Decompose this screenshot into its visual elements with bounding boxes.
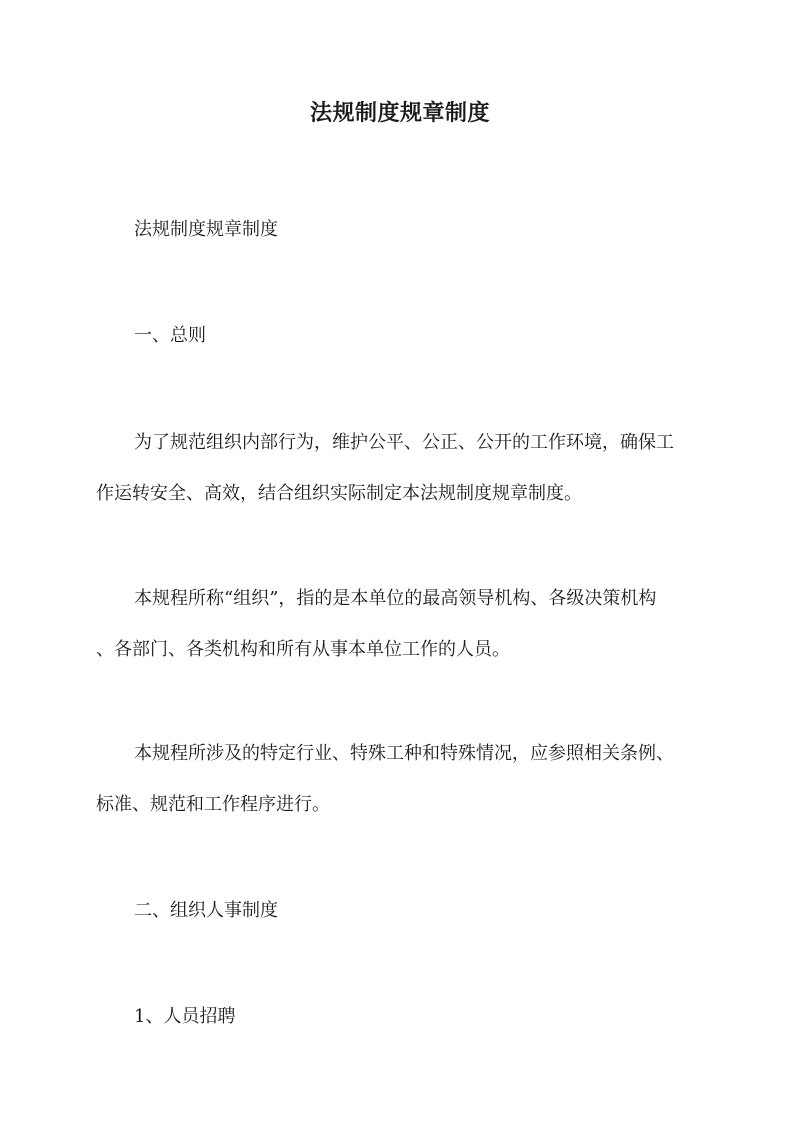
paragraph-line: 标准、规范和工作程序进行。 [96, 794, 330, 815]
paragraph-line: 为了规范组织内部行为，维护公平、公正、公开的工作环境，确保工 [134, 432, 674, 453]
paragraph-line: 法规制度规章制度 [134, 219, 278, 240]
section-heading: 一、总则 [134, 325, 206, 346]
paragraph-line: 、各部门、各类机构和所有从事本单位工作的人员。 [96, 639, 510, 660]
subsection-heading: 1、人员招聘 [134, 1006, 236, 1027]
paragraph-line: 作运转安全、高效，结合组织实际制定本法规制度规章制度。 [96, 483, 582, 504]
paragraph-line: 本规程所称“组织”，指的是本单位的最高领导机构、各级决策机构 [134, 588, 657, 609]
paragraph-line: 本规程所涉及的特定行业、特殊工种和特殊情况，应参照相关条例、 [134, 743, 674, 764]
section-heading: 二、组织人事制度 [134, 900, 278, 921]
document-title: 法规制度规章制度 [309, 100, 490, 126]
